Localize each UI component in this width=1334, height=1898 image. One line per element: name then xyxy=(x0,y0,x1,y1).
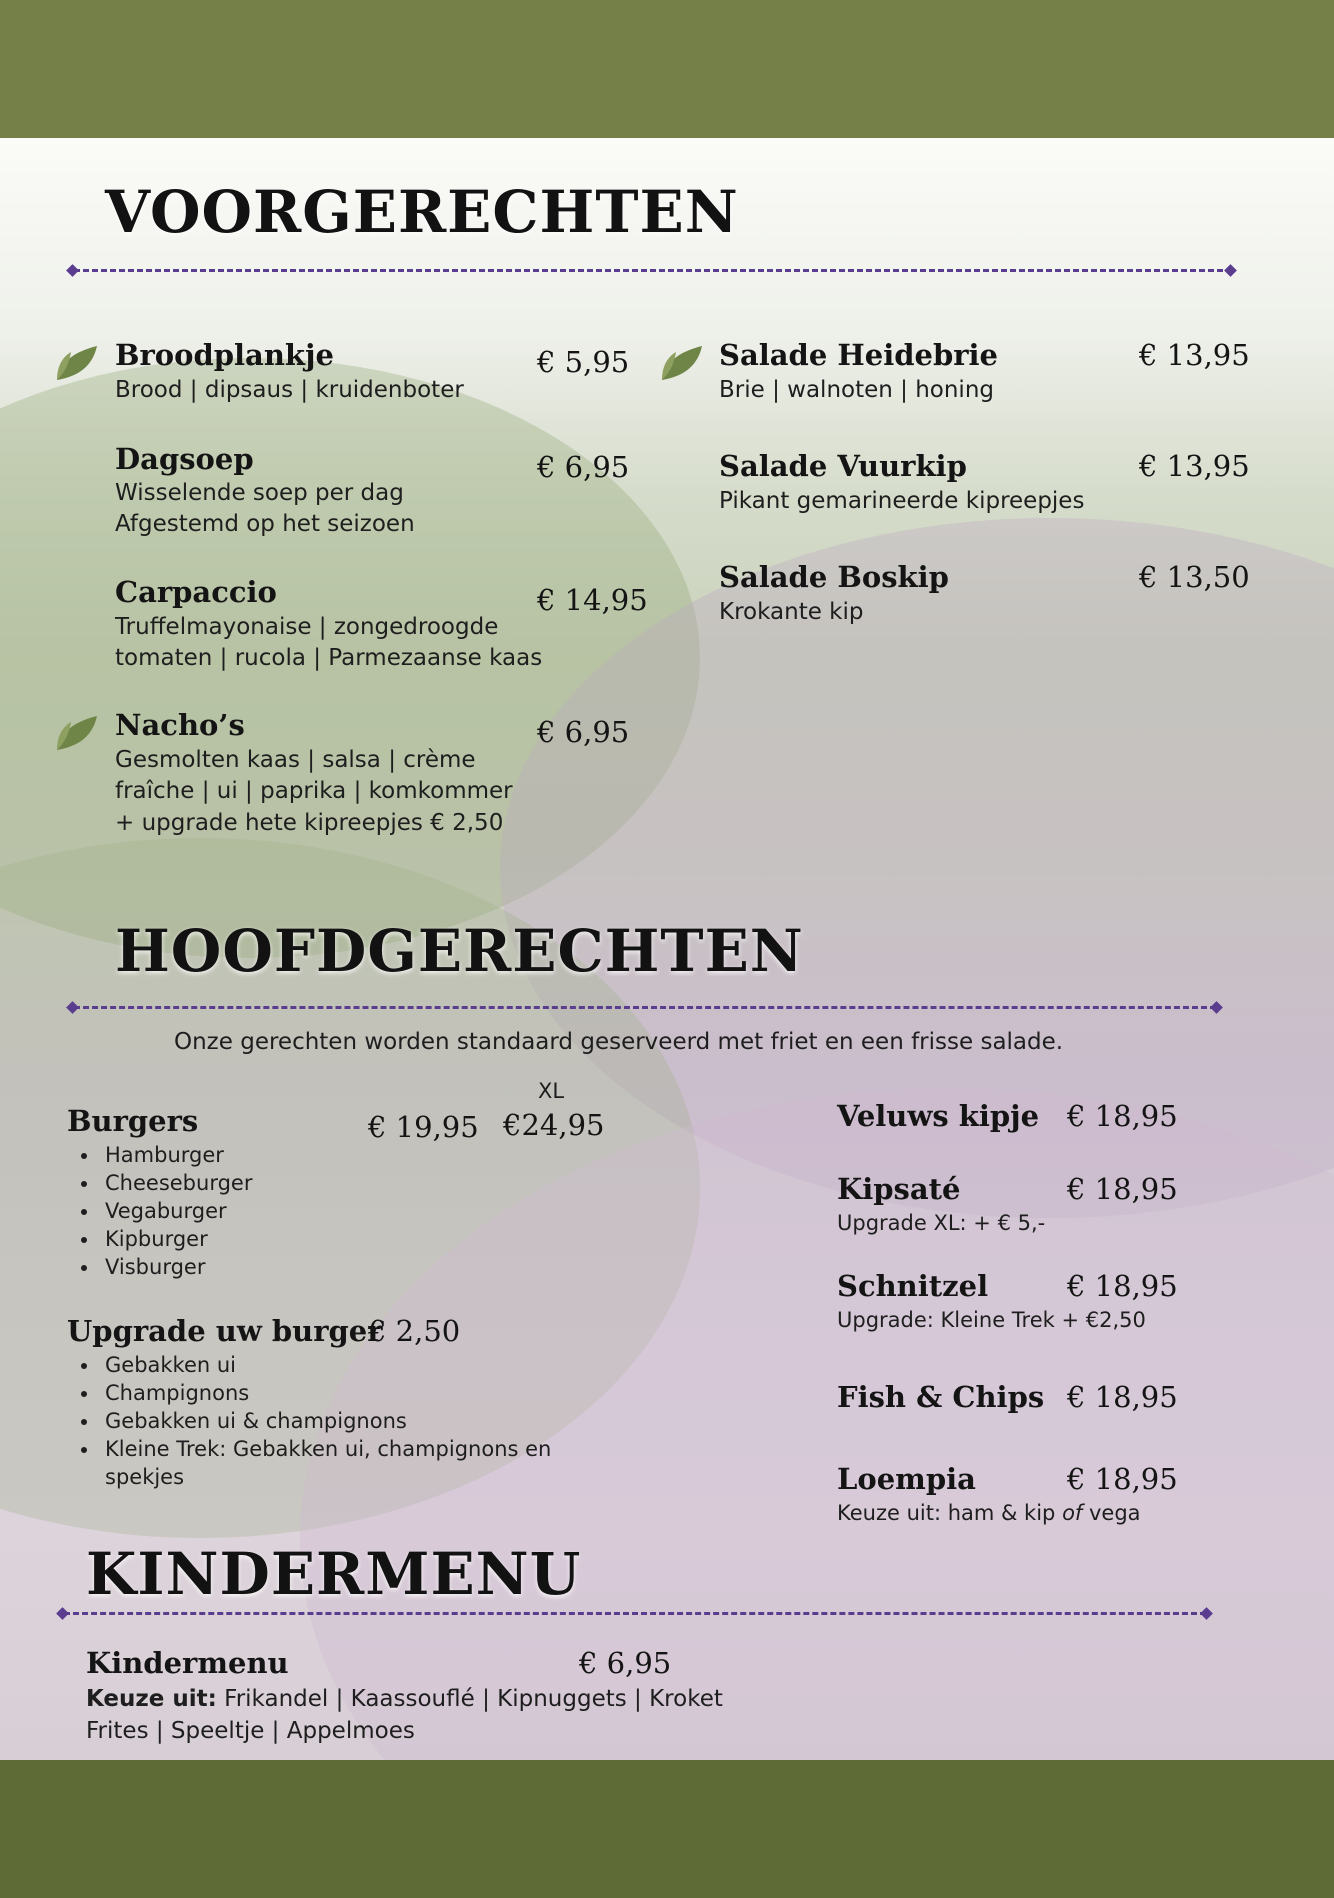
xl-label: XL xyxy=(538,1079,565,1103)
dish-name: Loempia xyxy=(837,1462,976,1496)
dish-price: € 18,95 xyxy=(1067,1462,1178,1496)
dish-name: Kindermenu xyxy=(86,1646,289,1680)
burger-list xyxy=(67,1141,252,1281)
dish-price: € 6,95 xyxy=(537,450,630,484)
section-title-hoofdgerechten: HOOFDGERECHTEN xyxy=(115,917,804,985)
keuze-label: Keuze uit: xyxy=(86,1686,217,1712)
leaf-icon xyxy=(55,712,99,752)
bottom-band xyxy=(0,1760,1334,1898)
dish-price: € 19,95 xyxy=(368,1110,479,1144)
dish-description: Truffelmayonaise | zongedroogde xyxy=(115,614,499,640)
dish-price: € 6,95 xyxy=(537,715,630,749)
dish-description: fraîche | ui | paprika | komkommer xyxy=(115,778,513,804)
dish-name: Salade Vuurkip xyxy=(719,449,967,483)
dish-price: € 2,50 xyxy=(368,1314,461,1348)
keuze-text: Frikandel | Kaassouflé | Kipnuggets | Kroket xyxy=(216,1686,723,1712)
list-item: Kipburger xyxy=(67,1225,252,1253)
dish-description: Pikant gemarineerde kipreepjes xyxy=(719,488,1085,514)
dish-name: Carpaccio xyxy=(115,575,277,609)
dish-description: Upgrade: Kleine Trek + €2,50 xyxy=(837,1308,1146,1332)
dish-name: Broodplankje xyxy=(115,338,334,372)
dish-description: Gesmolten kaas | salsa | crème xyxy=(115,747,476,773)
dish-description: Wisselende soep per dag xyxy=(115,480,404,506)
list-item: Hamburger xyxy=(67,1141,252,1169)
dish-price: € 6,95 xyxy=(579,1646,672,1680)
dish-price: € 18,95 xyxy=(1067,1099,1178,1133)
serving-note: Onze gerechten worden standaard geserveerd met friet en een frisse salade. xyxy=(174,1029,1064,1055)
list-item: Vegaburger xyxy=(67,1197,252,1225)
top-band xyxy=(0,0,1334,138)
section-title-kindermenu: KINDERMENU xyxy=(86,1540,582,1608)
dish-description: + upgrade hete kipreepjes € 2,50 xyxy=(115,810,504,836)
leaf-icon xyxy=(660,342,704,382)
list-item: Gebakken ui & champignons xyxy=(67,1407,551,1435)
list-item-continuation: spekjes xyxy=(105,1465,185,1489)
desc-part: vega xyxy=(1082,1501,1141,1525)
section-title-voorgerechten: VOORGERECHTEN xyxy=(105,178,739,246)
desc-part-italic: of xyxy=(1062,1501,1083,1525)
upgrade-list xyxy=(67,1351,551,1463)
dish-name: Salade Heidebrie xyxy=(719,338,998,372)
dish-description: tomaten | rucola | Parmezaanse kaas xyxy=(115,645,543,671)
dish-price: € 18,95 xyxy=(1067,1269,1178,1303)
divider-voorgerechten xyxy=(74,269,1232,272)
desc-part: Keuze uit: ham & kip xyxy=(837,1501,1063,1525)
dish-name: Dagsoep xyxy=(115,442,254,476)
list-item: Champignons xyxy=(67,1379,551,1407)
dish-name: Fish & Chips xyxy=(837,1380,1045,1414)
divider-kindermenu xyxy=(64,1612,1206,1615)
dish-name: Upgrade uw burger xyxy=(67,1314,383,1348)
divider-hoofdgerechten xyxy=(74,1006,1216,1009)
dish-description xyxy=(86,1684,723,1715)
dish-price: € 13,50 xyxy=(1139,560,1250,594)
dish-description xyxy=(837,1501,1141,1525)
dish-name: Kipsaté xyxy=(837,1172,961,1206)
dish-price: € 14,95 xyxy=(537,583,648,617)
dish-name: Salade Boskip xyxy=(719,560,949,594)
dish-price: € 13,95 xyxy=(1139,449,1250,483)
dish-description: Brood | dipsaus | kruidenboter xyxy=(115,377,464,403)
leaf-icon xyxy=(55,342,99,382)
list-item: Gebakken ui xyxy=(67,1351,551,1379)
dish-name: Veluws kipje xyxy=(837,1099,1040,1133)
dish-name: Nacho’s xyxy=(115,708,245,742)
dish-name: Burgers xyxy=(67,1104,199,1138)
list-item: Cheeseburger xyxy=(67,1169,252,1197)
dish-description: Afgestemd op het seizoen xyxy=(115,511,415,537)
dish-price: € 5,95 xyxy=(537,345,630,379)
dish-description: Upgrade XL: + € 5,- xyxy=(837,1211,1046,1235)
dish-description: Brie | walnoten | honing xyxy=(719,377,995,403)
list-item: Visburger xyxy=(67,1253,252,1281)
dish-price: € 13,95 xyxy=(1139,338,1250,372)
dish-description: Frites | Speeltje | Appelmoes xyxy=(86,1718,415,1744)
dish-name: Schnitzel xyxy=(837,1269,989,1303)
dish-price: € 18,95 xyxy=(1067,1172,1178,1206)
list-item: Kleine Trek: Gebakken ui, champignons en xyxy=(67,1435,551,1463)
dish-price: € 18,95 xyxy=(1067,1380,1178,1414)
dish-price-xl: €24,95 xyxy=(503,1108,605,1142)
dish-description: Krokante kip xyxy=(719,599,864,625)
